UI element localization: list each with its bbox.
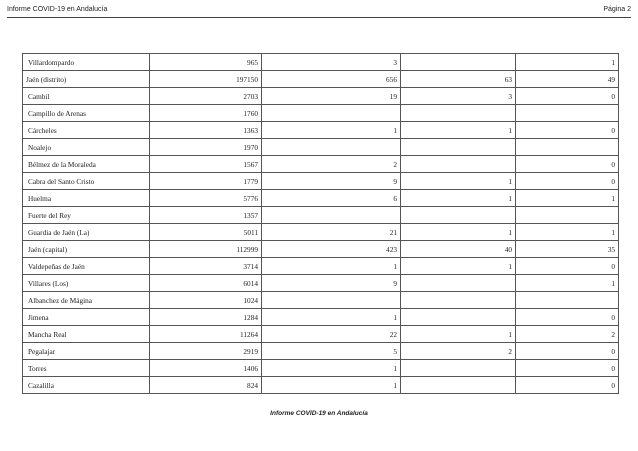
value-cell-3: 0 [516, 343, 619, 360]
value-cell-1: 22 [262, 326, 401, 343]
population-cell: 1567 [150, 156, 262, 173]
municipality-name: Cambil [23, 88, 150, 105]
table-row [23, 88, 619, 105]
population-cell: 3714 [150, 258, 262, 275]
value-cell-3 [516, 105, 619, 122]
value-cell-1: 3 [262, 54, 401, 71]
value-cell-2 [401, 54, 516, 71]
table-row [23, 54, 619, 71]
municipality-name: Jaén (capital) [23, 241, 150, 258]
value-cell-2 [401, 292, 516, 309]
population-cell: 1024 [150, 292, 262, 309]
value-cell-3 [516, 207, 619, 224]
value-cell-2: 1 [401, 190, 516, 207]
municipality-name: Fuerte del Rey [23, 207, 150, 224]
table-row [23, 241, 619, 258]
table-row [23, 360, 619, 377]
population-cell: 11264 [150, 326, 262, 343]
value-cell-1: 1 [262, 309, 401, 326]
population-cell: 824 [150, 377, 262, 394]
value-cell-1 [262, 139, 401, 156]
value-cell-1: 1 [262, 360, 401, 377]
municipality-name: Noalejo [23, 139, 150, 156]
value-cell-3: 1 [516, 275, 619, 292]
population-cell: 1406 [150, 360, 262, 377]
page-number: Página 2 [603, 6, 631, 13]
value-cell-1: 1 [262, 377, 401, 394]
municipality-name: Mancha Real [23, 326, 150, 343]
header-rule [7, 17, 631, 18]
value-cell-1 [262, 207, 401, 224]
value-cell-2 [401, 275, 516, 292]
population-cell: 6014 [150, 275, 262, 292]
value-cell-1: 1 [262, 122, 401, 139]
value-cell-2: 1 [401, 326, 516, 343]
municipality-name: Albanchez de Mágina [23, 292, 150, 309]
value-cell-2 [401, 207, 516, 224]
value-cell-3: 1 [516, 224, 619, 241]
value-cell-1: 19 [262, 88, 401, 105]
population-cell: 1779 [150, 173, 262, 190]
table-row [23, 292, 619, 309]
value-cell-3: 0 [516, 173, 619, 190]
value-cell-1 [262, 292, 401, 309]
value-cell-3: 49 [516, 71, 619, 88]
value-cell-2 [401, 139, 516, 156]
municipality-name: Pegalajar [23, 343, 150, 360]
municipality-name: Bélmez de la Moraleda [23, 156, 150, 173]
municipality-name: Torres [23, 360, 150, 377]
value-cell-3: 0 [516, 258, 619, 275]
table-row [23, 377, 619, 394]
page-footer: Informe COVID-19 en Andalucía [270, 410, 368, 417]
value-cell-2 [401, 360, 516, 377]
municipality-name: Villardompardo [23, 54, 150, 71]
table-row [23, 224, 619, 241]
population-cell: 1760 [150, 105, 262, 122]
value-cell-2 [401, 377, 516, 394]
value-cell-3: 1 [516, 54, 619, 71]
value-cell-1: 2 [262, 156, 401, 173]
value-cell-1: 9 [262, 275, 401, 292]
table-row [23, 139, 619, 156]
municipality-name: Valdepeñas de Jaén [23, 258, 150, 275]
population-cell: 5011 [150, 224, 262, 241]
population-cell: 1970 [150, 139, 262, 156]
value-cell-3 [516, 139, 619, 156]
value-cell-2 [401, 156, 516, 173]
value-cell-1: 21 [262, 224, 401, 241]
value-cell-2: 40 [401, 241, 516, 258]
municipality-table [22, 53, 619, 394]
municipality-name: Cárcheles [23, 122, 150, 139]
population-cell: 5776 [150, 190, 262, 207]
table-row [23, 258, 619, 275]
value-cell-2: 1 [401, 224, 516, 241]
municipality-name: Villares (Los) [23, 275, 150, 292]
municipality-name: Cazalilla [23, 377, 150, 394]
population-cell: 1363 [150, 122, 262, 139]
value-cell-3 [516, 292, 619, 309]
municipality-name: Cabra del Santo Cristo [23, 173, 150, 190]
population-cell: 112999 [150, 241, 262, 258]
population-cell: 2919 [150, 343, 262, 360]
population-cell: 1284 [150, 309, 262, 326]
table-row [23, 309, 619, 326]
table-row [23, 190, 619, 207]
value-cell-3: 0 [516, 360, 619, 377]
municipality-name: Guardia de Jaén (La) [23, 224, 150, 241]
value-cell-3: 0 [516, 309, 619, 326]
value-cell-2: 1 [401, 173, 516, 190]
value-cell-3: 35 [516, 241, 619, 258]
value-cell-3: 0 [516, 156, 619, 173]
value-cell-3: 0 [516, 88, 619, 105]
population-cell: 1357 [150, 207, 262, 224]
table-row [23, 156, 619, 173]
value-cell-3: 0 [516, 122, 619, 139]
value-cell-3: 0 [516, 377, 619, 394]
value-cell-2: 63 [401, 71, 516, 88]
municipality-name: Jaén (distrito) [23, 71, 150, 88]
value-cell-1: 423 [262, 241, 401, 258]
value-cell-3: 1 [516, 190, 619, 207]
value-cell-2 [401, 105, 516, 122]
value-cell-2 [401, 309, 516, 326]
population-cell: 965 [150, 54, 262, 71]
table-row [23, 173, 619, 190]
value-cell-1: 6 [262, 190, 401, 207]
value-cell-1: 1 [262, 258, 401, 275]
population-cell: 2703 [150, 88, 262, 105]
value-cell-1: 656 [262, 71, 401, 88]
table-row [23, 122, 619, 139]
value-cell-2: 1 [401, 122, 516, 139]
table-row [23, 326, 619, 343]
table-row [23, 343, 619, 360]
value-cell-1: 5 [262, 343, 401, 360]
municipality-name: Campillo de Arenas [23, 105, 150, 122]
value-cell-1 [262, 105, 401, 122]
table-row [23, 105, 619, 122]
population-cell: 197150 [150, 71, 262, 88]
value-cell-2: 1 [401, 258, 516, 275]
header-title: Informe COVID-19 en Andalucía [7, 6, 108, 13]
municipality-name: Jimena [23, 309, 150, 326]
table-row [23, 275, 619, 292]
table-row [23, 207, 619, 224]
table-row [23, 71, 619, 88]
value-cell-2: 3 [401, 88, 516, 105]
municipality-name: Huelma [23, 190, 150, 207]
value-cell-3: 2 [516, 326, 619, 343]
value-cell-1: 9 [262, 173, 401, 190]
value-cell-2: 2 [401, 343, 516, 360]
